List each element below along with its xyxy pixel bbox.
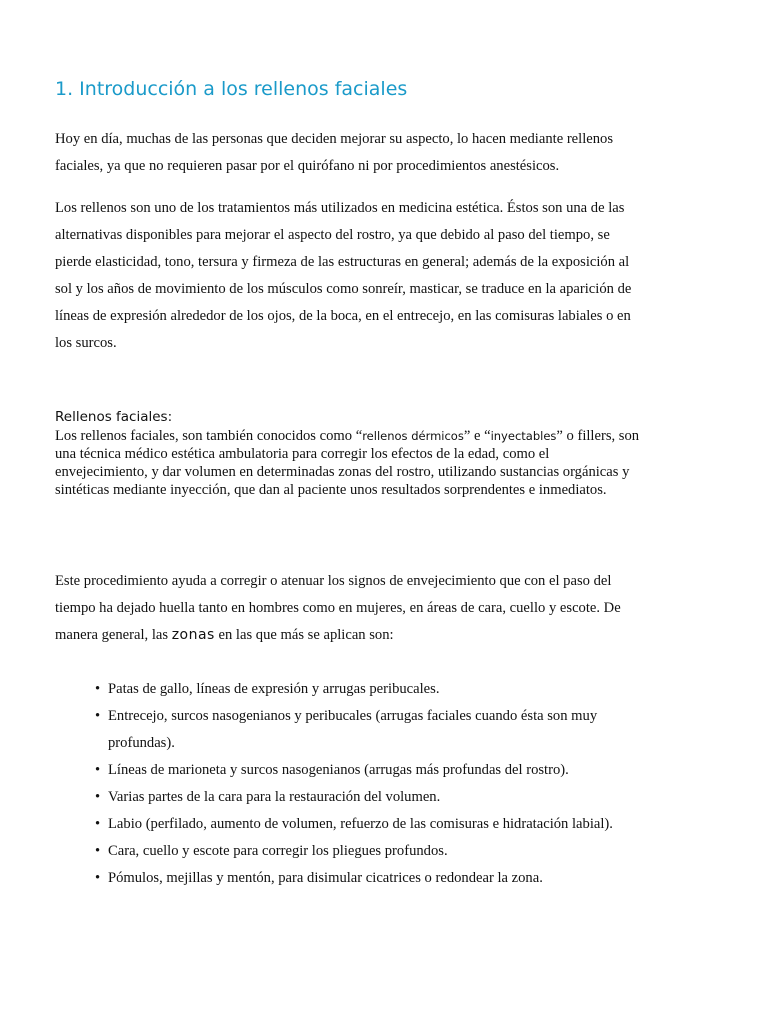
subheading: Rellenos faciales: [55, 409, 173, 425]
list-item-text: Patas de gallo, líneas de expresión y arrugas peribucales. [108, 681, 440, 697]
text-line: Hoy en día, muchas de las personas que deciden mejorar su aspecto, lo hacen mediante rellenos [55, 131, 614, 147]
text-fragment: Los rellenos faciales, son también conocidos como “ [55, 428, 363, 444]
bullet-icon: • [95, 708, 101, 724]
bullet-icon: • [95, 762, 101, 778]
text-fragment: ” o fillers, son [556, 428, 640, 444]
bullet-icon: • [95, 681, 101, 697]
list-item-text-continuation: profundas). [108, 735, 175, 751]
term-inyectables: inyectables [490, 429, 557, 443]
list-item [95, 703, 613, 757]
term-rellenos-dermicos: rellenos dérmicos [362, 429, 464, 443]
intro-paragraph [55, 126, 613, 180]
text-line: sol y los años de movimiento de los músculos como sonreír, masticar, se traduce en la aparición de [55, 281, 632, 297]
bullet-icon: • [95, 870, 101, 886]
text-line: Este procedimiento ayuda a corregir o atenuar los signos de envejecimiento que con el paso del [55, 573, 612, 589]
text-line: una técnica médico estética ambulatoria para corregir los efectos de la edad, como el [55, 446, 550, 462]
term-zonas: zonas [171, 627, 215, 643]
text-line [55, 427, 639, 445]
list-item [95, 811, 613, 838]
list-item [95, 757, 613, 784]
text-line: los surcos. [55, 335, 117, 351]
treatments-paragraph [55, 195, 631, 357]
text-fragment: ” e “ [463, 428, 491, 444]
procedure-paragraph [55, 568, 621, 649]
list-item-text: Pómulos, mejillas y mentón, para disimular cicatrices o redondear la zona. [108, 870, 543, 886]
list-item [95, 676, 613, 703]
text-line [55, 622, 621, 649]
text-line: envejecimiento, y dar volumen en determinadas zonas del rostro, utilizando sustancias orgánicas y [55, 464, 630, 480]
text-fragment: manera general, las [55, 627, 172, 643]
zones-list [95, 676, 613, 892]
list-item-text: Cara, cuello y escote para corregir los pliegues profundos. [108, 843, 448, 859]
bullet-icon: • [95, 816, 101, 832]
list-item-text: Líneas de marioneta y surcos nasogenianos (arrugas más profundas del rostro). [108, 762, 569, 778]
list-item-text: Entrecejo, surcos nasogenianos y peribucales (arrugas faciales cuando ésta son muy [108, 708, 598, 724]
text-line: faciales, ya que no requieren pasar por el quirófano ni por procedimientos anestésicos. [55, 158, 560, 174]
list-item-text: Labio (perfilado, aumento de volumen, refuerzo de las comisuras e hidratación labial). [108, 816, 613, 832]
list-item [95, 838, 613, 865]
text-line: alternativas disponibles para mejorar el aspecto del rostro, ya que debido al paso del tiempo, se [55, 227, 610, 243]
section-heading: 1. Introducción a los rellenos faciales [55, 78, 408, 100]
list-item [95, 784, 613, 811]
text-line: sintéticas mediante inyección, que dan al paciente unos resultados sorprendentes e inmediatos. [55, 482, 607, 498]
definition-paragraph [55, 427, 639, 499]
text-line: Los rellenos son uno de los tratamientos más utilizados en medicina estética. Éstos son una de las [55, 200, 625, 216]
text-line: líneas de expresión alrededor de los ojos, de la boca, en el entrecejo, en las comisuras labiales o en [55, 308, 631, 324]
bullet-icon: • [95, 789, 101, 805]
text-line: tiempo ha dejado huella tanto en hombres como en mujeres, en áreas de cara, cuello y escote. De [55, 600, 621, 616]
list-item [95, 865, 613, 892]
bullet-icon: • [95, 843, 101, 859]
text-fragment: en las que más se aplican son: [214, 627, 394, 643]
list-item-text: Varias partes de la cara para la restauración del volumen. [108, 789, 441, 805]
text-line: pierde elasticidad, tono, tersura y firmeza de las estructuras en general; además de la exposición al [55, 254, 630, 270]
